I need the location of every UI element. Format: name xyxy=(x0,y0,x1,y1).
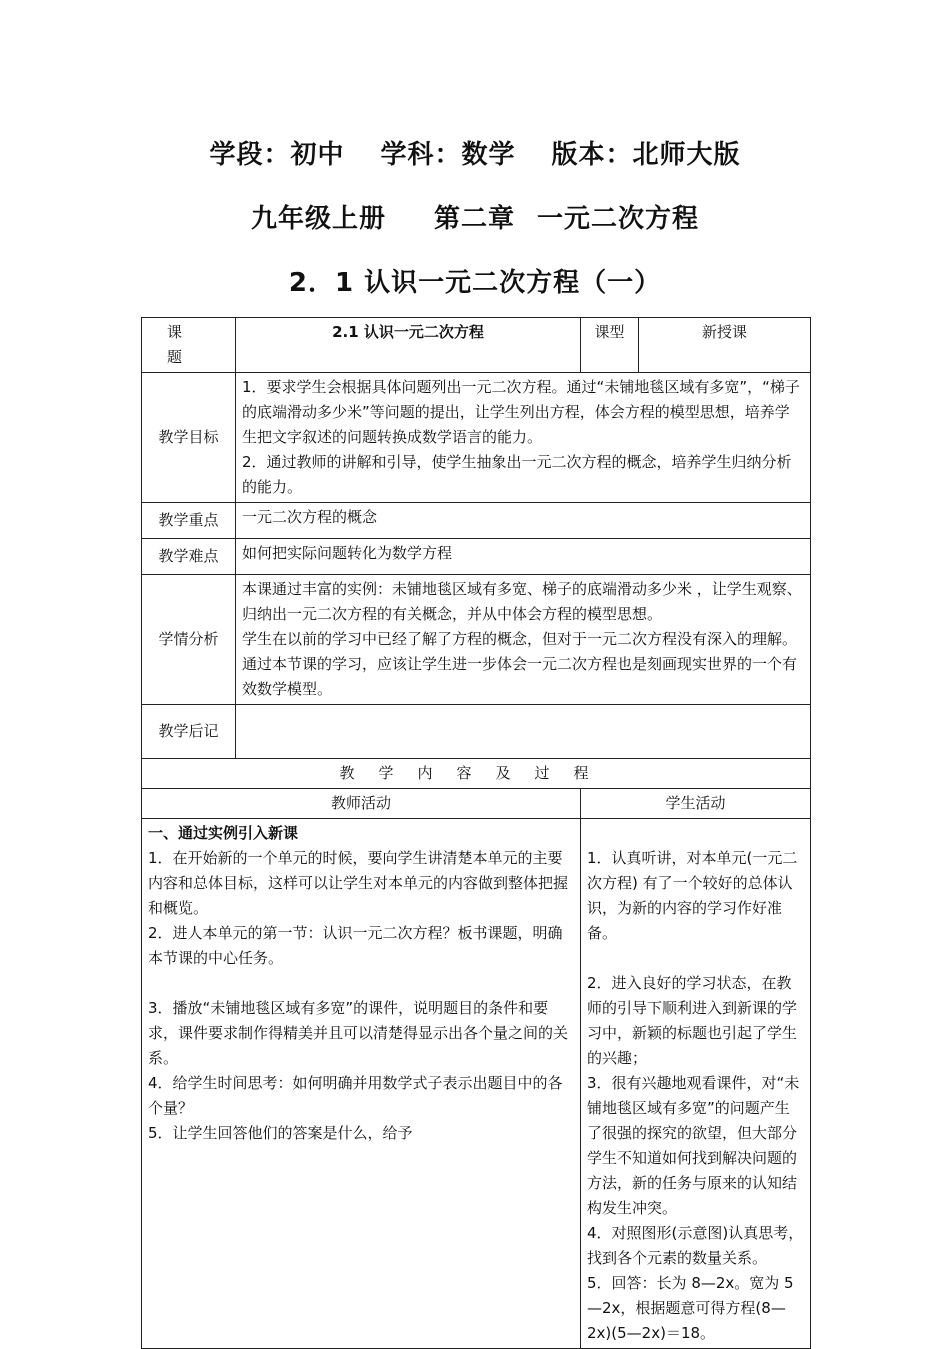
goals-row xyxy=(142,373,811,503)
topic-value: 2.1 认识一元二次方程 xyxy=(236,318,581,373)
chapter-text: 第二章 xyxy=(433,204,515,234)
analysis-item: 学生在以前的学习中已经了解了方程的概念，但对于一元二次方程没有深入的理解。通过本节课的学习，应该让学生进一步体会一元二次方程也是刻画现实世界的一个有效数学模型。 xyxy=(242,630,798,698)
difficulty-value: 如何把实际问题转化为数学方程 xyxy=(236,539,811,575)
grade-text: 九年级上册 xyxy=(250,204,386,234)
difficulty-row xyxy=(142,539,811,575)
lesson-title: 2．1 认识一元二次方程（一） xyxy=(288,268,662,298)
type-label: 课型 xyxy=(581,318,639,373)
analysis-row xyxy=(142,575,811,705)
activity-header-row xyxy=(142,789,811,819)
teacher-step: 2．进人本单元的第一节：认识一元二次方程？板书课题，明确本节课的中心任务。 xyxy=(148,924,563,967)
subject-text: 学科：数学 xyxy=(380,140,516,170)
edition-text: 版本：北师大版 xyxy=(551,140,741,170)
teacher-step: 5．让学生回答他们的答案是什么，给予 xyxy=(148,1124,413,1142)
student-activity-cell xyxy=(581,819,811,1349)
student-step: 2．进入良好的学习状态，在教师的引导下顺利进入到新课的学习中，新颖的标题也引起了学生的兴趣； xyxy=(587,974,798,1067)
teacher-activity-header: 教师活动 xyxy=(142,789,581,819)
type-value: 新授课 xyxy=(639,318,811,373)
goal-item: 2．通过教师的讲解和引导，使学生抽象出一元二次方程的概念，培养学生归纳分析的能力。 xyxy=(242,453,792,496)
key-point-value: 一元二次方程的概念 xyxy=(236,503,811,539)
chapter-title-text: 一元二次方程 xyxy=(537,204,700,234)
reflection-value xyxy=(236,705,811,759)
teacher-step: 3．播放“未铺地毯区域有多宽”的课件，说明题目的条件和要求，课件要求制作得精美并且可以清楚得显示出各个量之间的关系。 xyxy=(148,999,569,1067)
goal-item: 1．要求学生会根据具体问题列出一元二次方程。通过“未铺地毯区域有多宽”，“梯子的底端滑动多少米”等问题的提出，让学生列出方程，体会方程的模型思想，培养学生把文字叙述的问题转换成数学语言的能力。 xyxy=(242,378,800,446)
teacher-activity-cell xyxy=(142,819,581,1349)
process-heading-row xyxy=(142,759,811,789)
activity-content-row xyxy=(142,819,811,1349)
student-step: 1．认真听讲，对本单元(一元二次方程) 有了一个较好的总体认识，为新的内容的学习作好准备。 xyxy=(587,849,798,942)
process-heading: 教学内容及过程 xyxy=(142,759,811,789)
reflection-row xyxy=(142,705,811,759)
lesson-plan-table xyxy=(141,317,811,1349)
difficulty-label: 教学难点 xyxy=(142,539,236,575)
analysis-label: 学情分析 xyxy=(142,575,236,705)
goals-value xyxy=(236,373,811,503)
student-step: 3．很有兴趣地观看课件，对“未铺地毯区域有多宽”的问题产生了很强的探究的欲望，但大部分学生不知道如何找到解决问题的方法，新的任务与原来的认知结构发生冲突。 xyxy=(587,1074,800,1217)
section-title: 一、通过实例引入新课 xyxy=(148,824,299,842)
analysis-value xyxy=(236,575,811,705)
student-step: 4．对照图形(示意图)认真思考，找到各个元素的数量关系。 xyxy=(587,1224,804,1267)
reflection-label: 教学后记 xyxy=(142,705,236,759)
topic-label: 课 题 xyxy=(142,318,236,373)
analysis-item: 本课通过丰富的实例：未铺地毯区域有多宽、梯子的底端滑动多少米 ，让学生观察、归纳出一元二次方程的有关概念，并从中体会方程的模型思想。 xyxy=(242,580,802,623)
header-line-2 xyxy=(0,198,950,235)
student-step: 5．回答：长为 8—2x。宽为 5—2x，根据题意可得方程(8—2x)(5—2x)＝18。 xyxy=(587,1274,794,1342)
key-point-label: 教学重点 xyxy=(142,503,236,539)
goals-label: 教学目标 xyxy=(142,373,236,503)
topic-row xyxy=(142,318,811,373)
key-point-row xyxy=(142,503,811,539)
teacher-step: 4．给学生时间思考：如何明确并用数学式子表示出题目中的各个量？ xyxy=(148,1074,563,1117)
stage-text: 学段：初中 xyxy=(209,140,345,170)
teacher-step: 1．在开始新的一个单元的时候，要向学生讲清楚本单元的主要内容和总体目标，这样可以让学生对本单元的内容做到整体把握和概览。 xyxy=(148,849,569,917)
header-line-1 xyxy=(0,134,950,171)
student-activity-header: 学生活动 xyxy=(581,789,811,819)
